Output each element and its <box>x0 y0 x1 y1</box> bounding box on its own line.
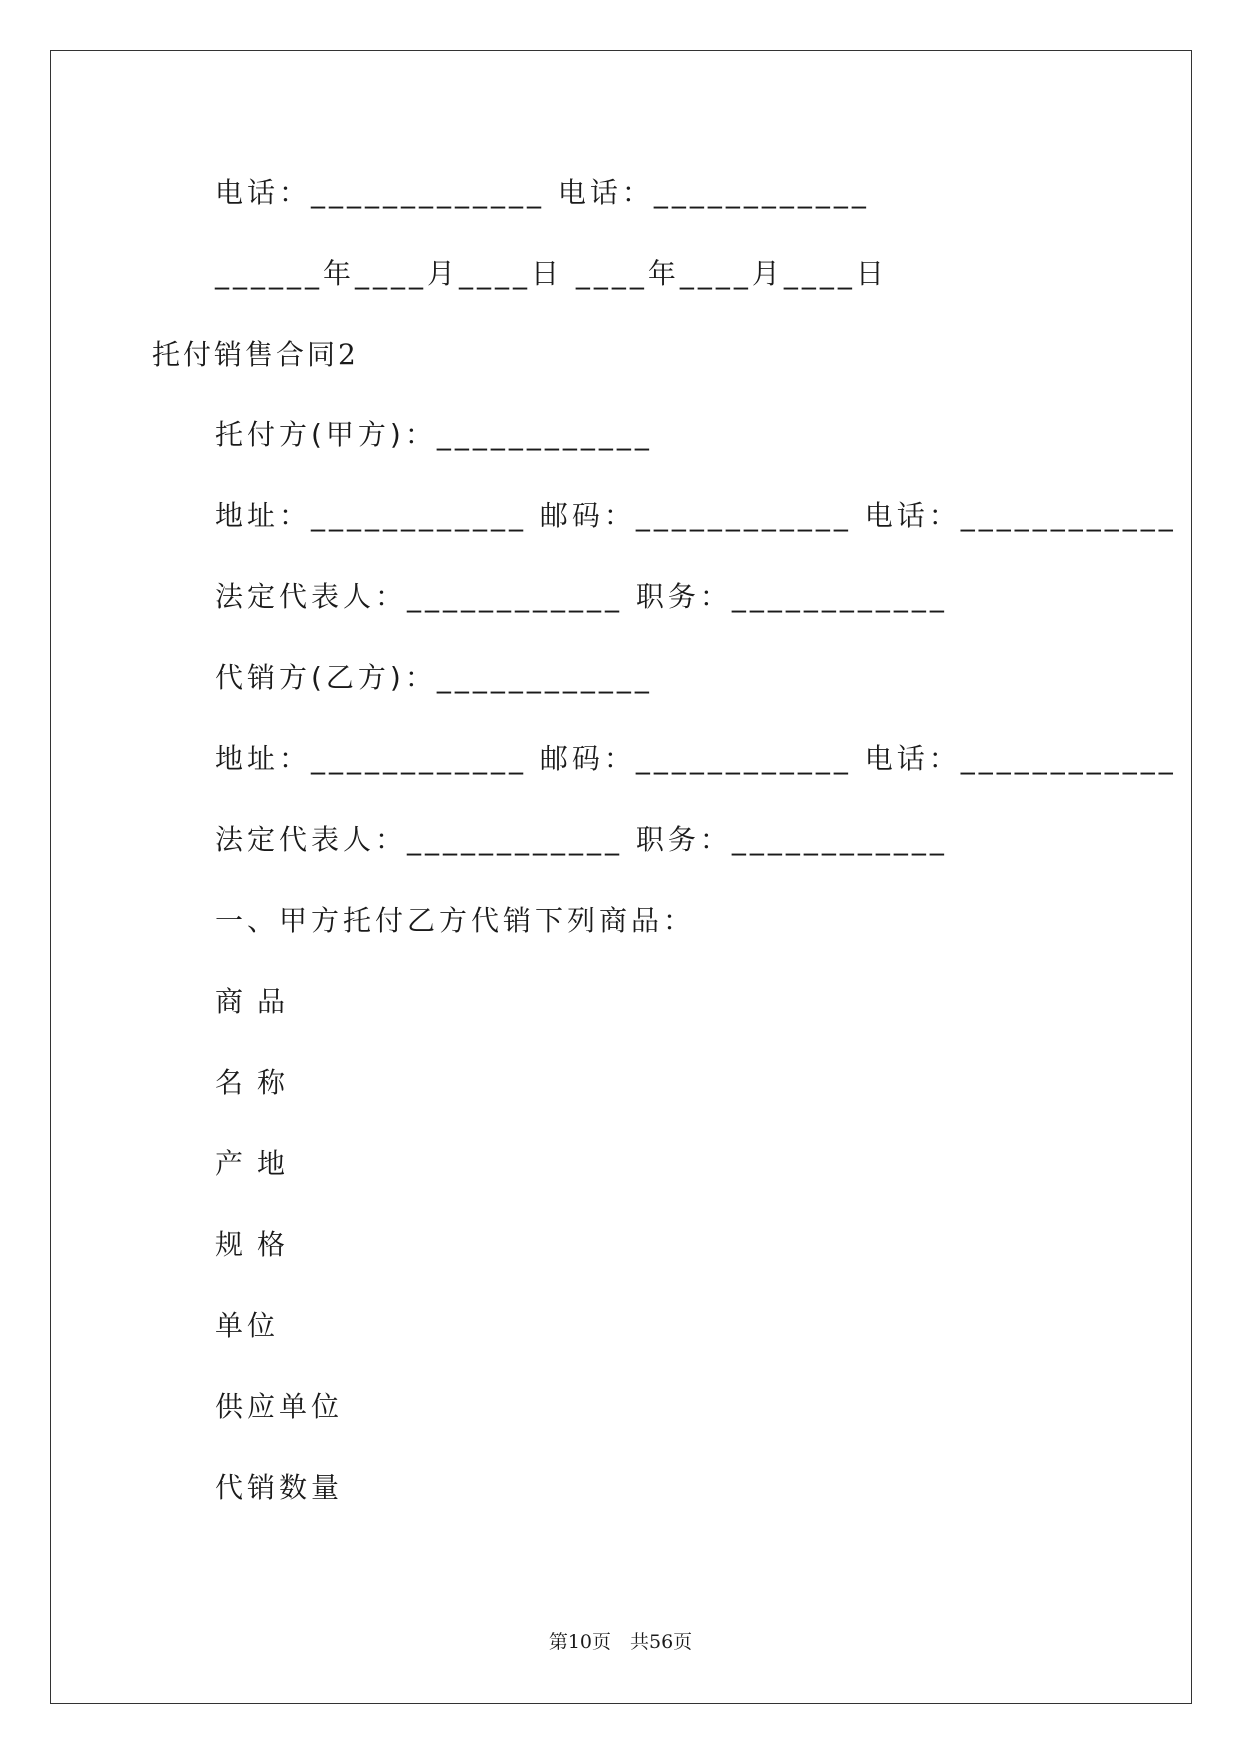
item-quantity: 代销数量 <box>215 1471 344 1504</box>
party-b-representative-line: 法定代表人：____________ 职务：____________ <box>215 823 948 856</box>
item-unit: 单位 <box>215 1309 280 1342</box>
phone-line: 电话：_____________ 电话：____________ <box>215 176 870 209</box>
party-a-representative-line: 法定代表人：____________ 职务：____________ <box>215 580 948 613</box>
item-supplier: 供应单位 <box>215 1390 344 1423</box>
party-a-address-line: 地址：____________ 邮码：____________ 电话：____________ <box>215 499 1177 532</box>
party-b-line: 代销方(乙方)：____________ <box>215 661 653 694</box>
item-goods: 商品 <box>215 985 300 1018</box>
item-origin: 产地 <box>215 1147 300 1180</box>
date-line: ______年____月____日 ____年____月____日 <box>215 257 888 290</box>
item-spec: 规格 <box>215 1228 300 1261</box>
item-name: 名称 <box>215 1066 300 1099</box>
party-a-line: 托付方(甲方)：____________ <box>215 418 653 451</box>
page-footer: 第10页 共56页 <box>548 1631 693 1653</box>
clause-one: 一、甲方托付乙方代销下列商品： <box>215 904 696 937</box>
section-title: 托付销售合同2 <box>152 338 359 371</box>
page-border <box>50 50 1192 1704</box>
party-b-address-line: 地址：____________ 邮码：____________ 电话：____________ <box>215 742 1177 775</box>
